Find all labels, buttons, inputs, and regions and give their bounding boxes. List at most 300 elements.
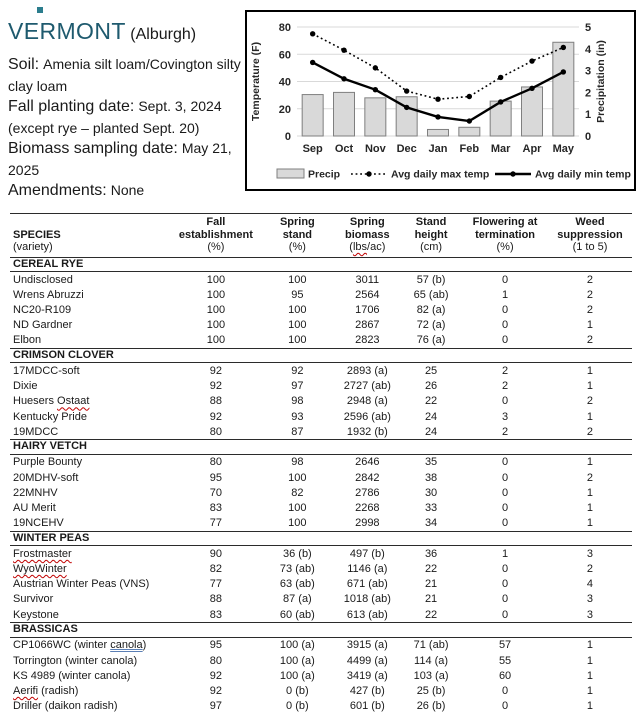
cell-value: 83 [209, 608, 223, 621]
cell-value: 2596 (ab) [343, 410, 391, 423]
column-header-line: suppression [557, 228, 623, 241]
month-label: Jan [428, 143, 448, 155]
month-label: Apr [522, 143, 542, 155]
sampling-date-label: Biomass sampling date: [8, 140, 178, 157]
cell-value: 100 [206, 334, 226, 347]
left-axis-tick: 0 [284, 131, 291, 143]
month-label: Mar [490, 143, 511, 155]
sampling-date-value: May 21, 2025 [8, 140, 232, 178]
cell-value: 26 (b) [400, 699, 462, 713]
cell-value: 92 [209, 684, 223, 697]
cell-value: 2727 (ab) [343, 380, 391, 393]
cell-value: 1 [586, 410, 594, 423]
table-row [10, 699, 632, 713]
column-header-line: Spring [349, 216, 385, 228]
cell-value: 83 [209, 502, 223, 515]
cell-value: 0 (b) [260, 699, 335, 713]
cell-variety: Torrington (winter canola) [13, 654, 138, 667]
info-sampling-date [8, 138, 248, 180]
cell-value: 0 [502, 319, 509, 332]
cell-value: 1932 (b) [346, 425, 388, 438]
table-row [10, 409, 632, 424]
cell-value: 1 [586, 654, 594, 667]
cell-value: 92 [209, 410, 223, 423]
cell-value: 55 [498, 654, 512, 667]
cell-variety: NC20-R109 [13, 303, 72, 316]
cell-value: 0 [502, 563, 509, 576]
month-label: Oct [334, 143, 354, 155]
table-row [10, 363, 632, 379]
cell-value: 35 [424, 456, 438, 469]
cell-value: 4 [586, 578, 594, 591]
cell-variety: Undisclosed [13, 273, 73, 286]
min-temp-line-marker [561, 69, 566, 74]
cell-variety: 17MDCC-soft [13, 365, 80, 378]
table-row [10, 592, 632, 607]
cell-value: 2268 [355, 502, 380, 515]
column-header [335, 214, 400, 258]
info-amendments [8, 180, 248, 202]
cell-value: 21 [424, 593, 438, 606]
section-row [10, 257, 632, 272]
section-title: CEREAL RYE [10, 257, 632, 272]
cell-variety: Survivor [13, 593, 54, 606]
cell-value: 2823 [355, 334, 380, 347]
precip-bar [334, 92, 355, 136]
cell-value: 65 (ab) [413, 288, 449, 301]
cell-value: 24 [424, 425, 438, 438]
min-temp-line-marker [467, 118, 472, 123]
cell-value: 21 [424, 578, 438, 591]
cell-value: 97 [291, 380, 304, 393]
cell-value: 82 [291, 486, 304, 499]
cell-value: 0 [502, 334, 509, 347]
table-row [10, 516, 632, 532]
cell-value: 57 (b) [416, 273, 446, 286]
cell-value: 22 [424, 395, 438, 408]
cell-value: 87 [291, 425, 304, 438]
min-temp-line-marker [529, 86, 534, 91]
cell-value: 92 [209, 380, 223, 393]
cell-value: 2 [502, 365, 509, 378]
cell-value: 80 [209, 654, 223, 667]
column-header-line: Fall [206, 216, 226, 228]
cell-value: 2998 [355, 517, 380, 530]
left-axis-tick: 80 [278, 22, 291, 34]
cell-value: 30 [424, 486, 438, 499]
cell-value: 2893 (a) [346, 365, 388, 378]
cell-value: 2 [586, 471, 594, 484]
cell-value: 100 [288, 471, 307, 484]
cell-value: 3011 [355, 273, 380, 286]
cell-value: 1 [586, 639, 594, 652]
cell-value: 100 [288, 517, 307, 530]
cell-value: 2786 [355, 486, 380, 499]
column-header-line: Spring [279, 216, 315, 228]
cell-value: 2564 [355, 288, 380, 301]
column-header-line: Stand [415, 216, 447, 228]
flagged-word: Aerifi [13, 684, 39, 697]
cell-value: 2 [586, 273, 594, 286]
column-header-line: (lbs/ac) [349, 241, 386, 253]
cell-variety: 22MNHV [13, 486, 58, 499]
min-temp-line-marker [341, 76, 346, 81]
flagged-word: lbs [352, 241, 368, 253]
cell-value: 0 [502, 456, 509, 469]
cell-value: 2 [502, 425, 509, 438]
cell-value: 3 [586, 608, 594, 621]
table-row [10, 653, 632, 668]
cell-value: 100 [206, 273, 226, 286]
cell-value: 0 [502, 273, 509, 286]
min-temp-line-marker [435, 114, 440, 119]
legend-precip-swatch [277, 169, 304, 178]
section-title: CRIMSON CLOVER [10, 348, 632, 363]
cell-value: 100 [206, 319, 226, 332]
flagged-word: Frostmaster [13, 547, 72, 560]
cell-value: 100 (a) [279, 654, 315, 667]
cell-value: 1706 [355, 303, 380, 316]
cell-value: 2 [586, 303, 594, 316]
anchor-mark [37, 7, 43, 13]
cell-value: 3 [586, 547, 594, 560]
cell-variety: 20MDHV-soft [13, 471, 79, 484]
right-axis-tick: 0 [585, 131, 592, 143]
cell-value: 0 [502, 684, 509, 697]
cell-value: 427 (b) [349, 684, 385, 697]
cell-value: 1 [502, 547, 509, 560]
table-header-row [10, 214, 632, 258]
column-header-line: (%) [288, 241, 306, 253]
right-axis-tick: 2 [585, 87, 592, 100]
cell-value: 2 [586, 334, 594, 347]
cell-value: 114 (a) [414, 654, 449, 667]
cell-value: 92 [209, 669, 223, 682]
cell-variety [10, 546, 172, 562]
column-header-line: SPECIES [13, 228, 61, 241]
cell-value: 0 [502, 303, 509, 316]
cell-value: 0 [502, 486, 509, 499]
table-row [10, 379, 632, 394]
precip-bar [522, 87, 543, 136]
results-table [10, 213, 632, 713]
table-row [10, 485, 632, 500]
min-temp-line-marker [373, 87, 378, 92]
column-header-line: stand [282, 228, 313, 241]
cell-value: 95 [291, 288, 304, 301]
right-axis-tick: 4 [585, 43, 592, 56]
cell-value: 92 [291, 365, 304, 378]
cell-value: 3 [586, 593, 594, 606]
table-row [10, 500, 632, 515]
max-temp-line-marker [404, 88, 409, 93]
info-planting-date [8, 96, 248, 138]
cell-value: 38 [424, 471, 438, 484]
column-header-line: (cm) [420, 241, 443, 253]
column-header-line: Weed [575, 216, 605, 228]
max-temp-line-marker [373, 65, 378, 70]
cell-value: 0 [502, 395, 509, 408]
precip-bar [553, 42, 574, 136]
cell-value: 34 [424, 517, 438, 530]
cell-value: 87 (a) [282, 593, 312, 606]
cell-value: 100 (a) [279, 669, 315, 682]
cell-value: 3419 (a) [346, 669, 388, 682]
cell-value: 36 [424, 547, 438, 560]
cell-value: 2 [586, 563, 594, 576]
section-row [10, 440, 632, 455]
cell-value: 82 (a) [416, 303, 446, 316]
max-temp-line-marker [310, 31, 315, 36]
cell-value: 60 (ab) [279, 608, 315, 621]
cell-value: 80 [209, 456, 223, 469]
cell-value: 1 [586, 517, 594, 530]
cell-value: 88 [209, 395, 223, 408]
table-row [10, 454, 632, 470]
cell-variety: Wrens Abruzzi [13, 288, 84, 301]
cell-value: 100 [288, 502, 307, 515]
table-row [10, 683, 632, 698]
cell-value: 1146 (a) [347, 563, 388, 576]
cell-value: 1 [586, 486, 594, 499]
cell-value: 4499 (a) [346, 654, 388, 667]
table-row [10, 272, 632, 288]
flagged-word: Ostaat [57, 395, 90, 408]
cell-value: 77 [209, 517, 223, 530]
cell-value: 3915 (a) [346, 639, 388, 652]
table-row [10, 607, 632, 623]
amendments-label: Amendments: [8, 182, 107, 199]
cell-variety: KS 4989 (winter canola) [13, 669, 131, 682]
min-temp-line-marker [498, 99, 503, 104]
flagged-word: canola [110, 639, 143, 652]
flagged-word: WyoWinter [13, 563, 67, 576]
cell-value: 0 [502, 608, 509, 621]
cell-variety: Kentucky Pride [13, 410, 87, 423]
cell-value: 3 [502, 410, 509, 423]
column-header-line: establishment [178, 228, 253, 241]
column-header [548, 214, 632, 258]
cell-value: 2 [586, 288, 594, 301]
cell-value: 90 [209, 547, 223, 560]
cell-value: 95 [209, 471, 223, 484]
cell-value: 2842 [355, 471, 380, 484]
column-header-line: height [414, 228, 448, 241]
cell-value: 1018 (ab) [343, 593, 391, 606]
cell-value: 76 (a) [416, 334, 446, 347]
cell-variety: CP1066WC (winter canola) [13, 639, 147, 652]
month-label: Nov [364, 143, 386, 155]
cell-value: 36 (b) [282, 547, 312, 560]
max-temp-line-marker [561, 45, 566, 50]
cell-value: 2948 (a) [346, 395, 388, 408]
cell-variety: 19MDCC [13, 425, 59, 438]
month-label: Feb [459, 143, 480, 155]
cell-variety: Keystone [13, 608, 59, 621]
cell-value: 1 [586, 380, 594, 393]
cell-value: 24 [424, 410, 438, 423]
min-temp-line-marker [310, 60, 315, 65]
cell-value: 88 [209, 593, 223, 606]
cell-value: 671 (ab) [346, 578, 388, 591]
column-header-line: (variety) [13, 241, 53, 253]
section-title: BRASSICAS [10, 623, 632, 638]
column-header [172, 214, 260, 258]
right-axis-tick: 1 [585, 109, 592, 122]
cell-value: 0 [502, 517, 509, 530]
legend-min-temp-marker [510, 171, 515, 176]
column-header-line: biomass [345, 228, 390, 241]
cell-value: 1 [586, 365, 594, 378]
results-table-wrap [10, 213, 632, 713]
cell-value: 22 [424, 563, 438, 576]
cell-value: 0 (b) [286, 684, 309, 697]
max-temp-line-marker [435, 97, 440, 102]
cell-value: 92 [209, 365, 223, 378]
column-header [462, 214, 548, 258]
cell-value: 72 (a) [416, 319, 446, 332]
cell-value: 93 [291, 410, 304, 423]
right-axis-title: Precipitation (in) [595, 40, 607, 123]
month-label: Sep [302, 143, 323, 155]
section-row [10, 348, 632, 363]
table-row [10, 577, 632, 592]
cell-value: 80 [209, 425, 223, 438]
cell-value: 100 (a) [279, 639, 315, 652]
cell-value: 100 [288, 334, 307, 347]
table-row [10, 302, 632, 317]
cell-value: 0 [502, 578, 509, 591]
column-header [10, 214, 172, 258]
cell-value: 77 [209, 578, 223, 591]
precip-bar [428, 129, 449, 136]
left-axis-tick: 20 [278, 103, 291, 116]
cell-value: 2 [502, 380, 509, 393]
right-axis-tick: 3 [585, 65, 592, 78]
precip-bar [365, 98, 386, 136]
table-row [10, 668, 632, 683]
soil-label: Soil: [8, 56, 40, 73]
cell-value: 63 (ab) [279, 578, 315, 591]
right-axis-tick: 5 [585, 22, 592, 34]
cell-value: 1 [586, 669, 594, 682]
cell-value: 2867 [355, 319, 380, 332]
column-header-line: termination [475, 228, 536, 241]
section-row [10, 531, 632, 546]
cell-variety: Purple Bounty [13, 456, 83, 469]
cell-value: 1 [586, 456, 594, 469]
cell-value: 1 [586, 684, 594, 697]
cell-variety: ND Gardner [13, 319, 73, 332]
cell-value: 613 (ab) [346, 608, 388, 621]
cell-value: 73 (ab) [279, 563, 315, 576]
legend-max-temp-marker [366, 171, 371, 176]
max-temp-line-marker [467, 94, 472, 99]
cell-value: 0 [462, 699, 548, 713]
cell-variety: Dixie [13, 380, 38, 393]
cell-variety: AU Merit [13, 502, 56, 515]
max-temp-line-marker [341, 47, 346, 52]
cell-variety: Aerifi (radish) [13, 684, 79, 697]
cell-value: 95 [209, 639, 223, 652]
cell-value: 70 [209, 486, 223, 499]
cell-value: 98 [291, 395, 304, 408]
table-row [10, 470, 632, 485]
column-header-line: (1 to 5) [572, 241, 608, 253]
cell-value: 25 [424, 365, 438, 378]
cell-value: 100 [288, 273, 307, 286]
climate-chart [245, 10, 636, 191]
section-title: HAIRY VETCH [10, 440, 632, 455]
cell-variety: Austrian Winter Peas (VNS) [13, 578, 150, 591]
cell-variety: Elbon [13, 334, 42, 347]
column-header-line: (%) [496, 241, 514, 253]
cell-value: 1 [502, 288, 509, 301]
cell-value: 25 (b) [416, 684, 446, 697]
column-header [260, 214, 335, 258]
cell-value: 0 [502, 502, 509, 515]
legend-max-temp-label: Avg daily max temp [391, 168, 490, 181]
column-header-line: Flowering at [472, 216, 538, 228]
cell-value: 2646 [355, 456, 380, 469]
cell-value: 601 (b) [335, 699, 400, 713]
table-row [10, 318, 632, 333]
cell-value: 2 [586, 425, 594, 438]
cell-value: 98 [291, 456, 304, 469]
cell-value: 1 [548, 699, 632, 713]
precip-bar [459, 127, 480, 136]
title-line [8, 18, 248, 45]
cell-variety: Huesers Ostaat [13, 395, 90, 408]
climate-chart-svg [247, 12, 634, 189]
precip-bar [302, 95, 323, 136]
cell-value: 26 [424, 380, 438, 393]
cell-value: 100 [206, 303, 226, 316]
table-row [10, 333, 632, 349]
legend-min-temp-label: Avg daily min temp [535, 168, 631, 181]
table-row [10, 287, 632, 302]
amendments-value: None [110, 182, 145, 198]
section-row [10, 623, 632, 638]
cell-value: 103 (a) [413, 669, 449, 682]
table-row [10, 394, 632, 409]
cell-value: 22 [424, 608, 438, 621]
cell-variety: Driller (daikon radish) [10, 699, 172, 713]
cell-value: 1 [586, 502, 594, 515]
table-body [10, 257, 632, 713]
cell-value: 97 [172, 699, 260, 713]
max-temp-line-marker [498, 75, 503, 80]
cell-value: 100 [206, 288, 226, 301]
table-row [10, 637, 632, 653]
cell-value: 82 [209, 563, 223, 576]
max-temp-line-marker [529, 58, 534, 63]
table-row [10, 546, 632, 562]
cell-variety [10, 562, 172, 577]
left-axis-tick: 40 [278, 76, 291, 89]
planting-date-value: Sept. 3, 2024 (except rye – planted Sept. 20) [8, 98, 222, 136]
min-temp-line-marker [404, 105, 409, 110]
cell-value: 57 [498, 639, 512, 652]
column-header-line [13, 216, 172, 229]
cell-value: 2 [586, 395, 594, 408]
section-title: WINTER PEAS [10, 531, 632, 546]
cell-value: 71 (ab) [413, 639, 449, 652]
table-row [10, 562, 632, 577]
month-label: May [552, 143, 575, 155]
cell-variety: 19NCEHV [13, 517, 64, 530]
cell-value: 33 [424, 502, 438, 515]
